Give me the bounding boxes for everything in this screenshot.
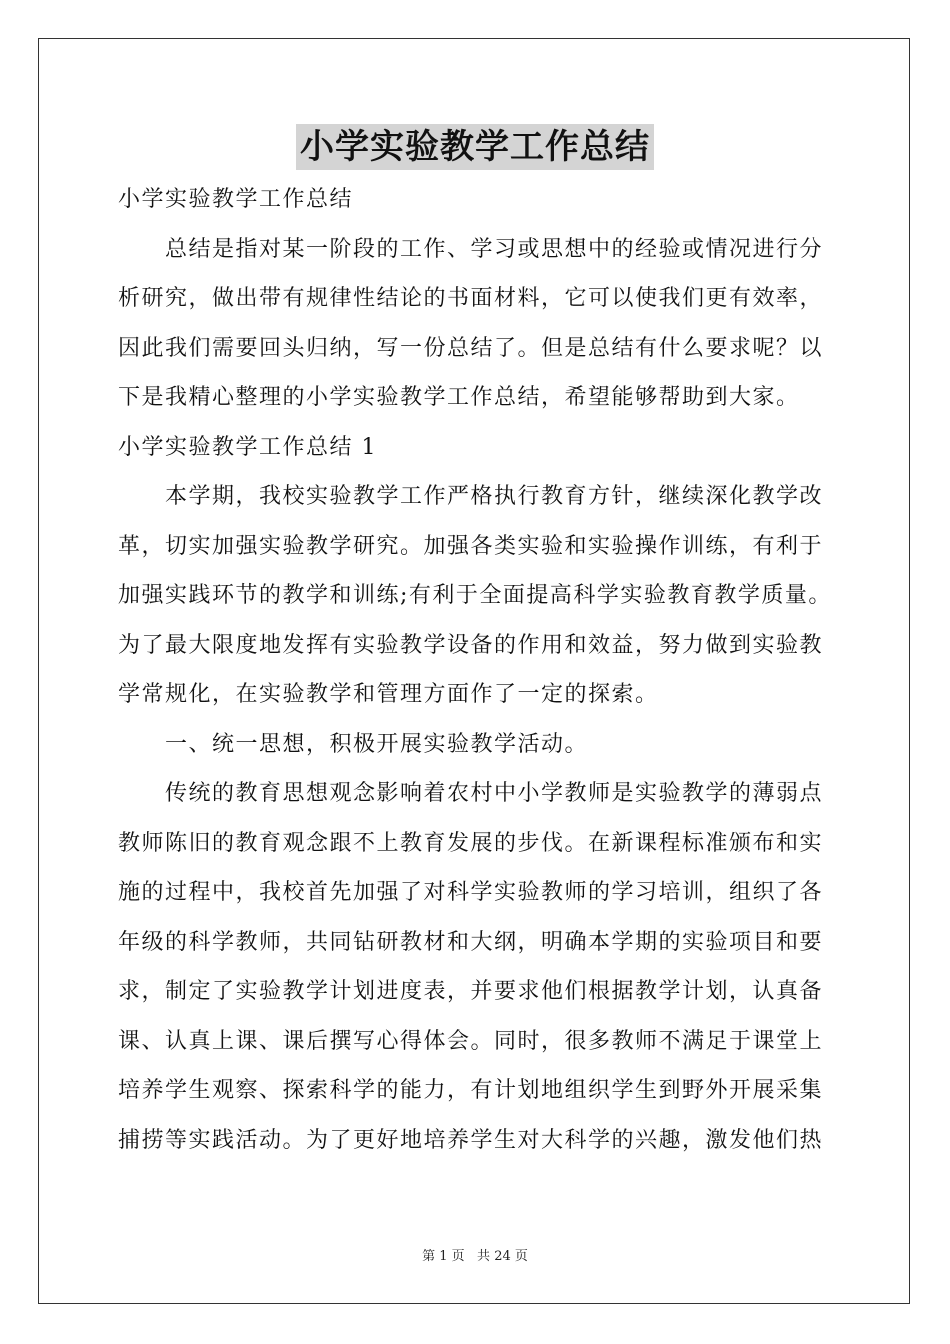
text-line: 下是我精心整理的小学实验教学工作总结，希望能够帮助到大家。: [118, 385, 800, 410]
page-footer: 第 1 页 共 24 页: [422, 1249, 528, 1264]
text-line: 析研究，做出带有规律性结论的书面材料，它可以使我们更有效率，: [118, 286, 824, 311]
text-line: 总结是指对某一阶段的工作、学习或思想中的经验或情况进行分: [165, 236, 824, 262]
text-line: 课、认真上课、课后撰写心得体会。同时，很多教师不满足于课堂上: [118, 1028, 824, 1054]
text-line: 一、统一思想，积极开展实验教学活动。: [165, 731, 589, 757]
text-line: 本学期，我校实验教学工作严格执行教育方针，继续深化教学改: [165, 484, 824, 509]
text-line: 加强实践环节的教学和训练;有利于全面提高科学实验教育教学质量。: [118, 583, 832, 608]
text-line: 传统的教育思想观念影响着农村中小学教师是实验教学的薄弱点: [165, 781, 824, 806]
text-line: 培养学生观察、探索科学的能力，有计划地组织学生到野外开展采集: [118, 1078, 824, 1103]
text-line: 因此我们需要回头归纳，写一份总结了。但是总结有什么要求呢？以: [118, 335, 824, 361]
text-line: 为了最大限度地发挥有实验教学设备的作用和效益，努力做到实验教: [118, 632, 824, 658]
text-line: 求，制定了实验教学计划进度表，并要求他们根据教学计划，认真备: [118, 979, 824, 1004]
title-container: [0, 124, 950, 170]
text-line: 革，切实加强实验教学研究。加强各类实验和实验操作训练，有利于: [118, 533, 824, 559]
text-line: 学常规化，在实验教学和管理方面作了一定的探索。: [118, 682, 659, 707]
document-body: [118, 175, 834, 1165]
text-line: 小学实验教学工作总结: [118, 187, 354, 212]
text-line: 施的过程中，我校首先加强了对科学实验教师的学习培训，组织了各: [118, 880, 824, 905]
document-title: 小学实验教学工作总结: [296, 124, 654, 170]
text-line: 教师陈旧的教育观念跟不上教育发展的步伐。在新课程标准颁布和实: [118, 830, 824, 856]
text-line: 捕捞等实践活动。为了更好地培养学生对大科学的兴趣，激发他们热: [118, 1127, 824, 1153]
text-line: 年级的科学教师，共同钻研教材和大纲，明确本学期的实验项目和要: [118, 929, 824, 955]
text-line: 小学实验教学工作总结 1: [118, 434, 377, 460]
